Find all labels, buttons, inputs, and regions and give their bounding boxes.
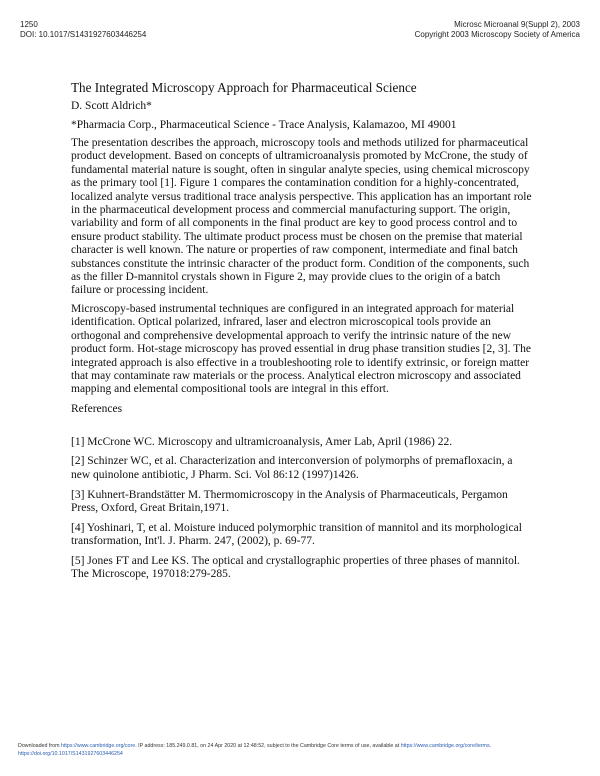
download-footer <box>18 743 588 758</box>
reference-item: [2] Schinzer WC, et al. Characterization and interconversion of polymorphs of premafloxacin, a new quinolone antibiotic, J Pharm. Sci. Vol 86:12 (1997)1426. <box>71 455 513 481</box>
footer-prefix: Downloaded from <box>18 743 61 749</box>
references-list <box>71 436 533 582</box>
journal-citation: Microsc Microanal 9(Suppl 2), 2003 <box>454 20 580 29</box>
body-paragraph: The presentation describes the approach, microscopy tools and methods utilized for pharmaceutical product development. Based on concepts of ultramicroanalysis promoted by McCrone, the study of fundamental material nature is sought, often in singular analyte species, using chemical microscopy as the primary tool [1]. Figure 1 compares the contamination condition for a highly-concentrated, localized analyte versus traditional trace analysis perspective. This application has an important role in the pharmaceutical development process and commercial manufacturing support. The origin, variability and form of all components in the final product are key to good process control and to ensure product stability. The ultimate product process must be chosen on the premise that material character is well known. The nature or properties of raw component, intermediate and final batch substances constitute the intrinsic character of the product form. Condition of the components, such as the filler D-mannitol crystals shown in Figure 2, may provide clues to the origin of a batch failure or processing incident. <box>71 137 532 297</box>
article-title: The Integrated Microscopy Approach for Pharmaceutical Science <box>71 80 417 95</box>
page-header-left <box>20 20 146 40</box>
reference-item: [1] McCrone WC. Microscopy and ultramicroanalysis, Amer Lab, April (1986) 22. <box>71 435 453 448</box>
copyright-text: Copyright 2003 Microscopy Society of America <box>414 30 580 39</box>
footer-middle: . IP address: 185.249.0.81, on 24 Apr 2020 at 12:48:52, subject to the Cambridge Core terms of use, available at <box>135 743 401 749</box>
author-line: D. Scott Aldrich* <box>71 100 152 112</box>
reference-item: [5] Jones FT and Lee KS. The optical and crystallographic properties of three phases of mannitol. The Microscope, 197018:279-285. <box>71 554 520 581</box>
footer-suffix: . <box>489 743 492 749</box>
doi-text: DOI: 10.1017/S1431927603446254 <box>20 30 147 39</box>
doi-link[interactable]: https://doi.org/10.1017/S1431927603446254 <box>18 750 123 757</box>
references-heading: References <box>71 402 123 415</box>
page-header-right <box>415 20 580 40</box>
cambridge-core-link[interactable]: https://www.cambridge.org/core <box>61 743 136 749</box>
terms-link[interactable]: https://www.cambridge.org/core/terms <box>400 743 490 749</box>
body-paragraph: Microscopy-based instrumental techniques are configured in an integrated approach for material identification. Optical polarized, infrared, laser and electron microscopical tools provide an orthogonal and comprehensive developmental approach to verify the intrinsic nature of the new product form. Hot-stage microscopy has proved essential in drug phase transition studies [2, 3]. The integrated approach is also effective in a troubleshooting role to identify extrinsic, or foreign matter that may contaminate raw materials or the process. Analytical electron microscopy and associated mapping and elemental compositional tools are integral in this effort. <box>71 302 532 396</box>
reference-item: [3] Kuhnert-Brandstätter M. Thermomicroscopy in the Analysis of Pharmaceuticals, Pergamon Press, Oxford, Great Britain,1971. <box>71 488 508 515</box>
page-number: 1250 <box>20 20 38 29</box>
affiliation-line: *Pharmacia Corp., Pharmaceutical Science - Trace Analysis, Kalamazoo, MI 49001 <box>71 119 457 131</box>
article-body <box>71 80 533 588</box>
reference-item: [4] Yoshinari, T, et al. Moisture induced polymorphic transition of mannitol and its morphological transformation, Int'l. J. Pharm. 247, (2002), p. 69-77. <box>71 521 522 548</box>
